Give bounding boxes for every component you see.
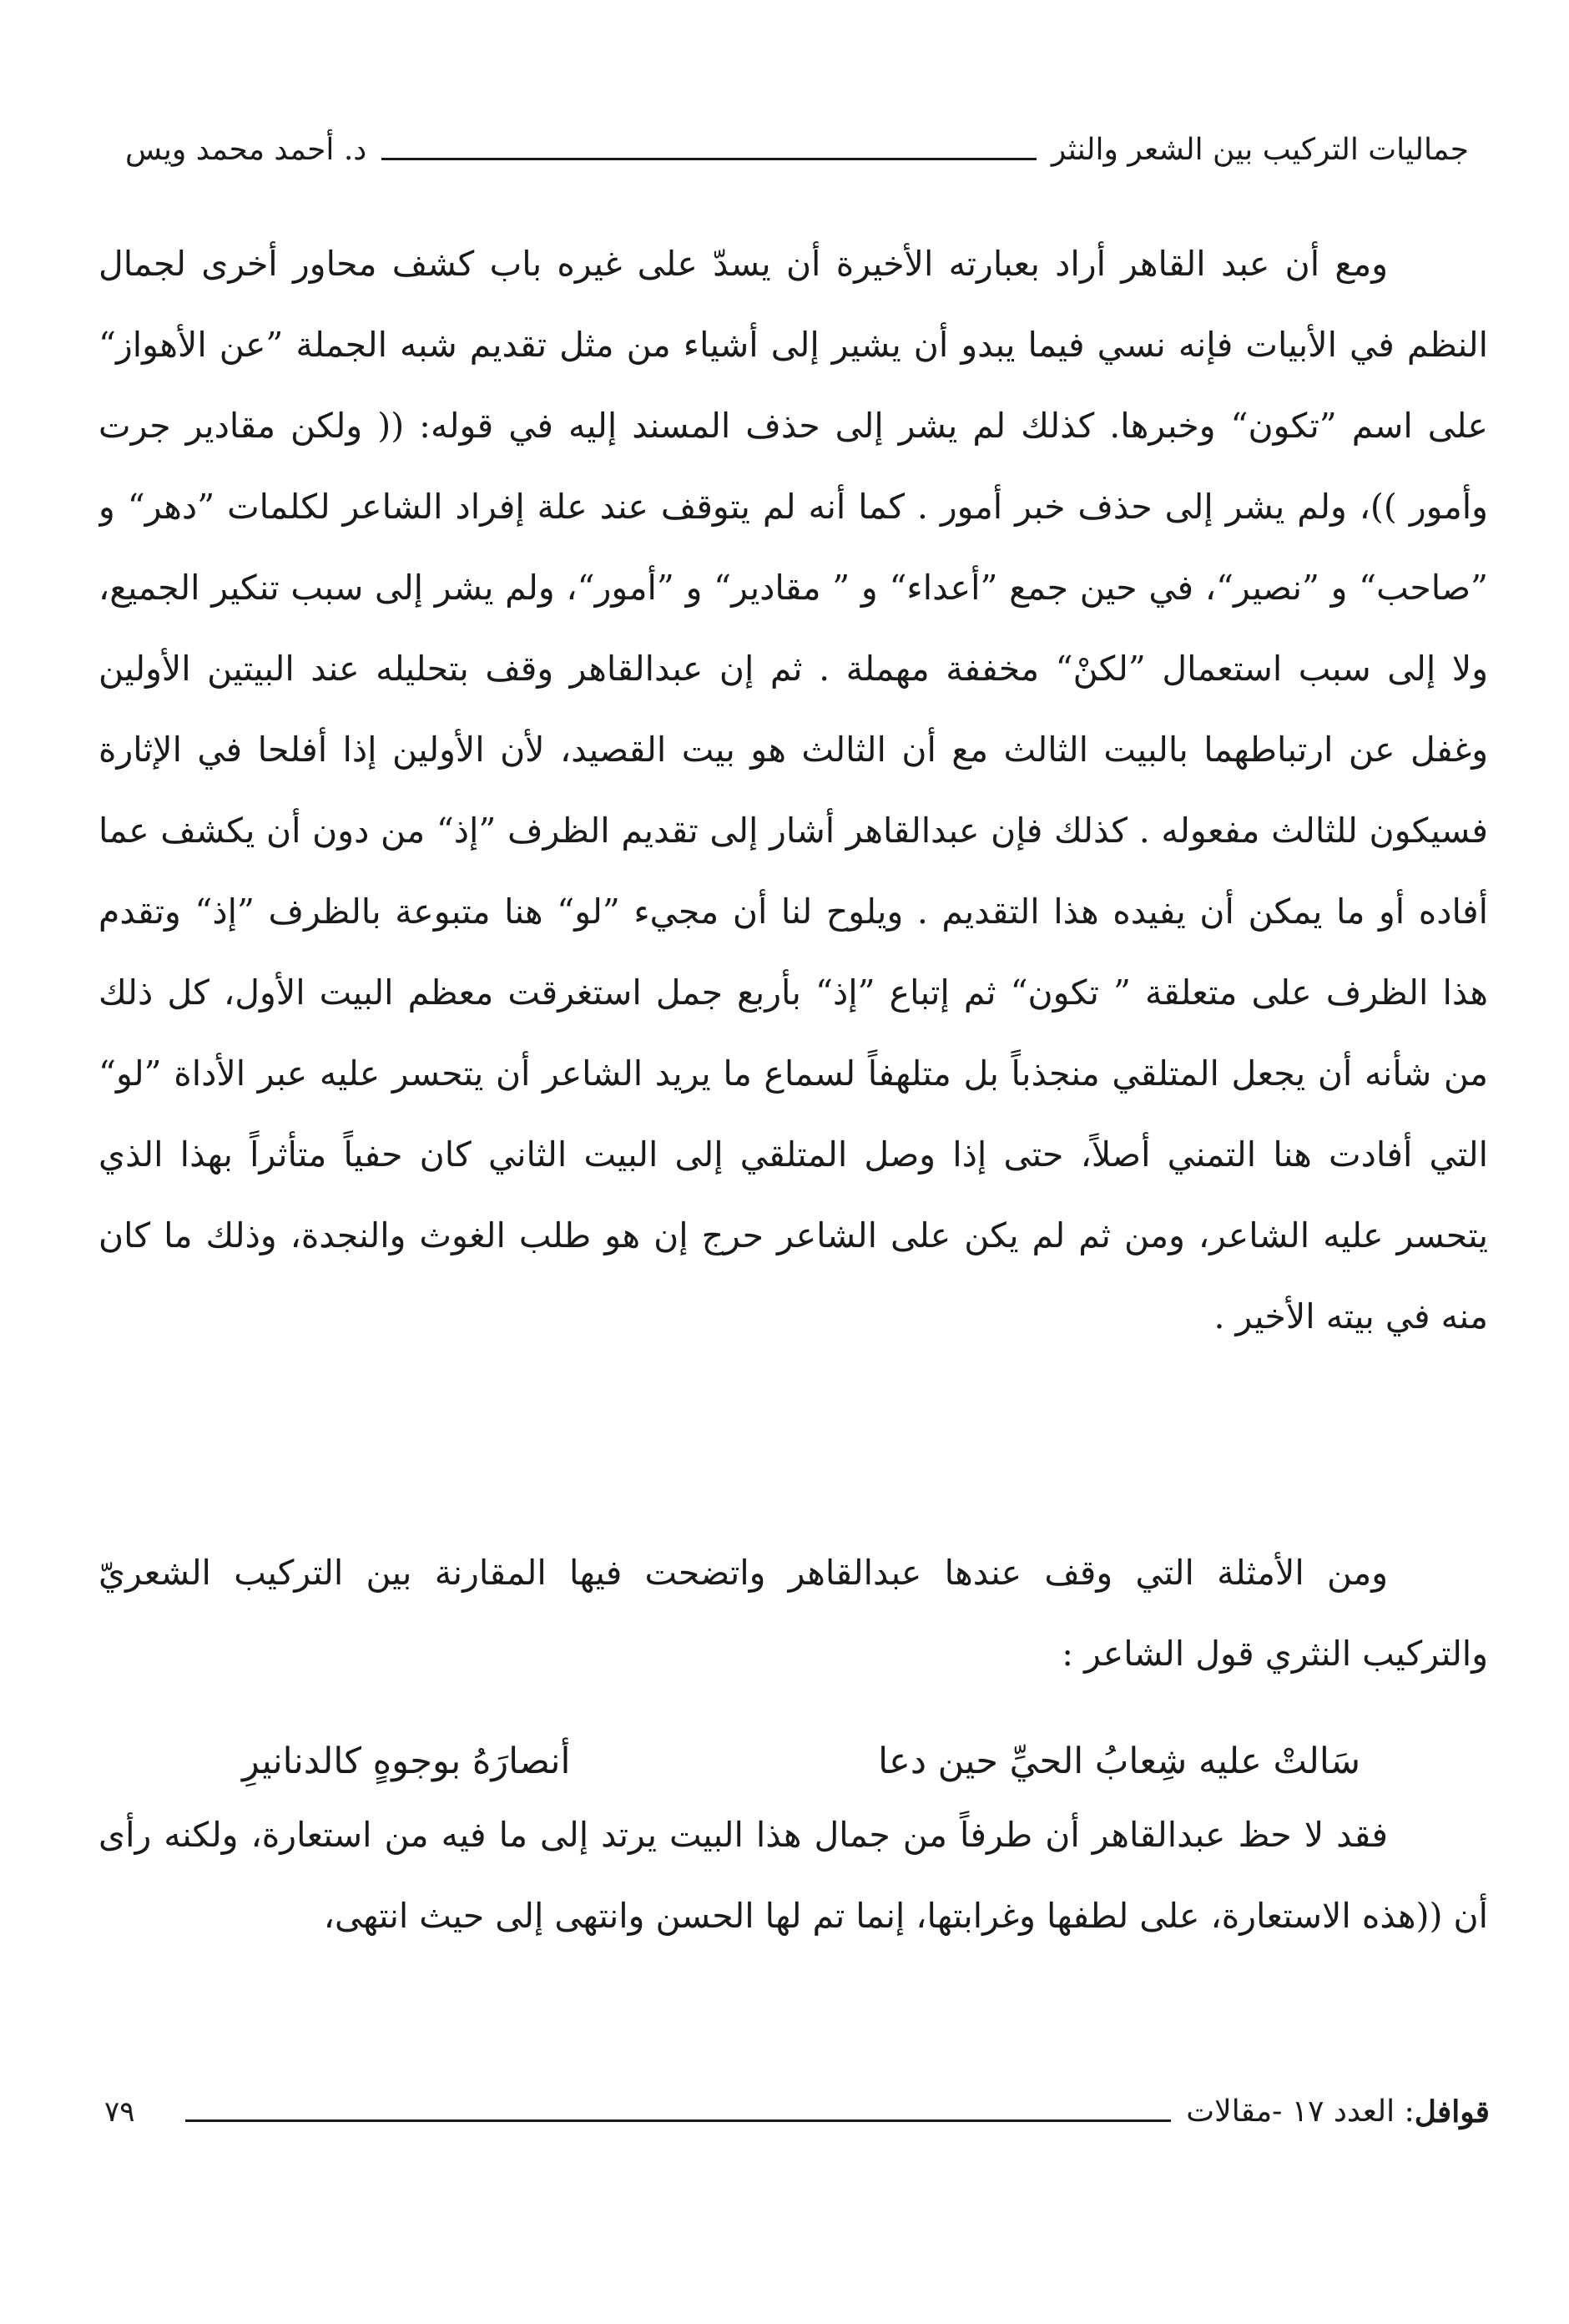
- footer-issue: : العدد ١٧ -مقالات: [1186, 2094, 1415, 2129]
- running-header: [125, 125, 1469, 175]
- verse-first-hemistich: سَالتْ عليه شِعابُ الحيِّ حين دعا: [878, 1740, 1360, 1782]
- running-header-author: د. أحمد محمد ويس: [125, 133, 367, 167]
- poem-verse: [242, 1728, 1360, 1795]
- body-text: [98, 224, 1488, 1957]
- page-footer: [104, 2087, 1490, 2137]
- verse-second-hemistich: أنصارَهُ بوجوهٍ كالدنانيرِ: [242, 1740, 571, 1782]
- running-header-title: جماليات التركيب بين الشعر والنثر: [1051, 133, 1469, 167]
- page-number: ٧٩: [104, 2095, 135, 2129]
- footer-journal-name: قوافل: [1414, 2094, 1490, 2129]
- paragraph: ومن الأمثلة التي وقف عندها عبدالقاهر واتضحت فيها المقارنة بين التركيب الشعريّ والتركيب النثري قول الشاعر :: [98, 1553, 1488, 1674]
- footer-rule: [185, 2119, 1172, 2122]
- paragraph: فقد لا حظ عبدالقاهر أن طرفاً من جمال هذا البيت يرتد إلى ما فيه من استعارة، ولكنه رأى أن ((هذه الاستعارة، على لطفها وغرابتها، إنما تم لها الحسن وانتهى إلى حيث انتهى،: [98, 1815, 1488, 1936]
- header-rule: [381, 158, 1037, 160]
- paragraph: ومع أن عبد القاهر أراد بعبارته الأخيرة أن يسدّ على غيره باب كشف محاور أخرى لجمال النظم في الأبيات فإنه نسي فيما يبدو أن يشير إلى أشياء من مثل تقديم شبه الجملة ”عن الأهواز“ على اسم ”تكون“ وخبرها. كذلك لم يشر إلى حذف المسند إليه في قوله: (( ولكن مقادير جرت وأمور ))، ولم يشر إلى حذف خبر أمور . كما أنه لم يتوقف عند علة إفراد الشاعر لكلمات ”دهر“ و ”صاحب“ و ”نصير“، في حين جمع ”أعداء“ و ” مقادير“ و ”أمور“، ولم يشر إلى سبب تنكير الجميع، ولا إلى سبب استعمال ”لكنْ“ مخففة مهملة . ثم إن عبدالقاهر وقف بتحليله عند البيتين الأولين وغفل عن ارتباطهما بالبيت الثالث مع أن الثالث هو بيت القصيد، لأن الأولين إذا أفلحا في الإثارة فسيكون للثالث مفعوله . كذلك فإن عبدالقاهر أشار إلى تقديم الظرف ”إذ“ من دون أن يكشف عما أفاده أو ما يمكن أن يفيده هذا التقديم . ويلوح لنا أن مجيء ”لو“ هنا متبوعة بالظرف ”إذ“ وتقدم هذا الظرف على متعلقة ” تكون“ ثم إتباع ”إذ“ بأربع جمل استغرقت معظم البيت الأول، كل ذلك من شأنه أن يجعل المتلقي منجذباً بل متلهفاً لسماع ما يريد الشاعر أن يتحسر عليه عبر الأداة ”لو“ التي أفادت هنا التمني أصلاً، حتى إذا وصل المتلقي إلى البيت الثاني كان حفياً متأثراً بهذا الذي يتحسر عليه الشاعر، ومن ثم لم يكن على الشاعر حرج إن هو طلب الغوث والنجدة، وذلك ما كان منه في بيته الأخير .: [98, 244, 1488, 1336]
